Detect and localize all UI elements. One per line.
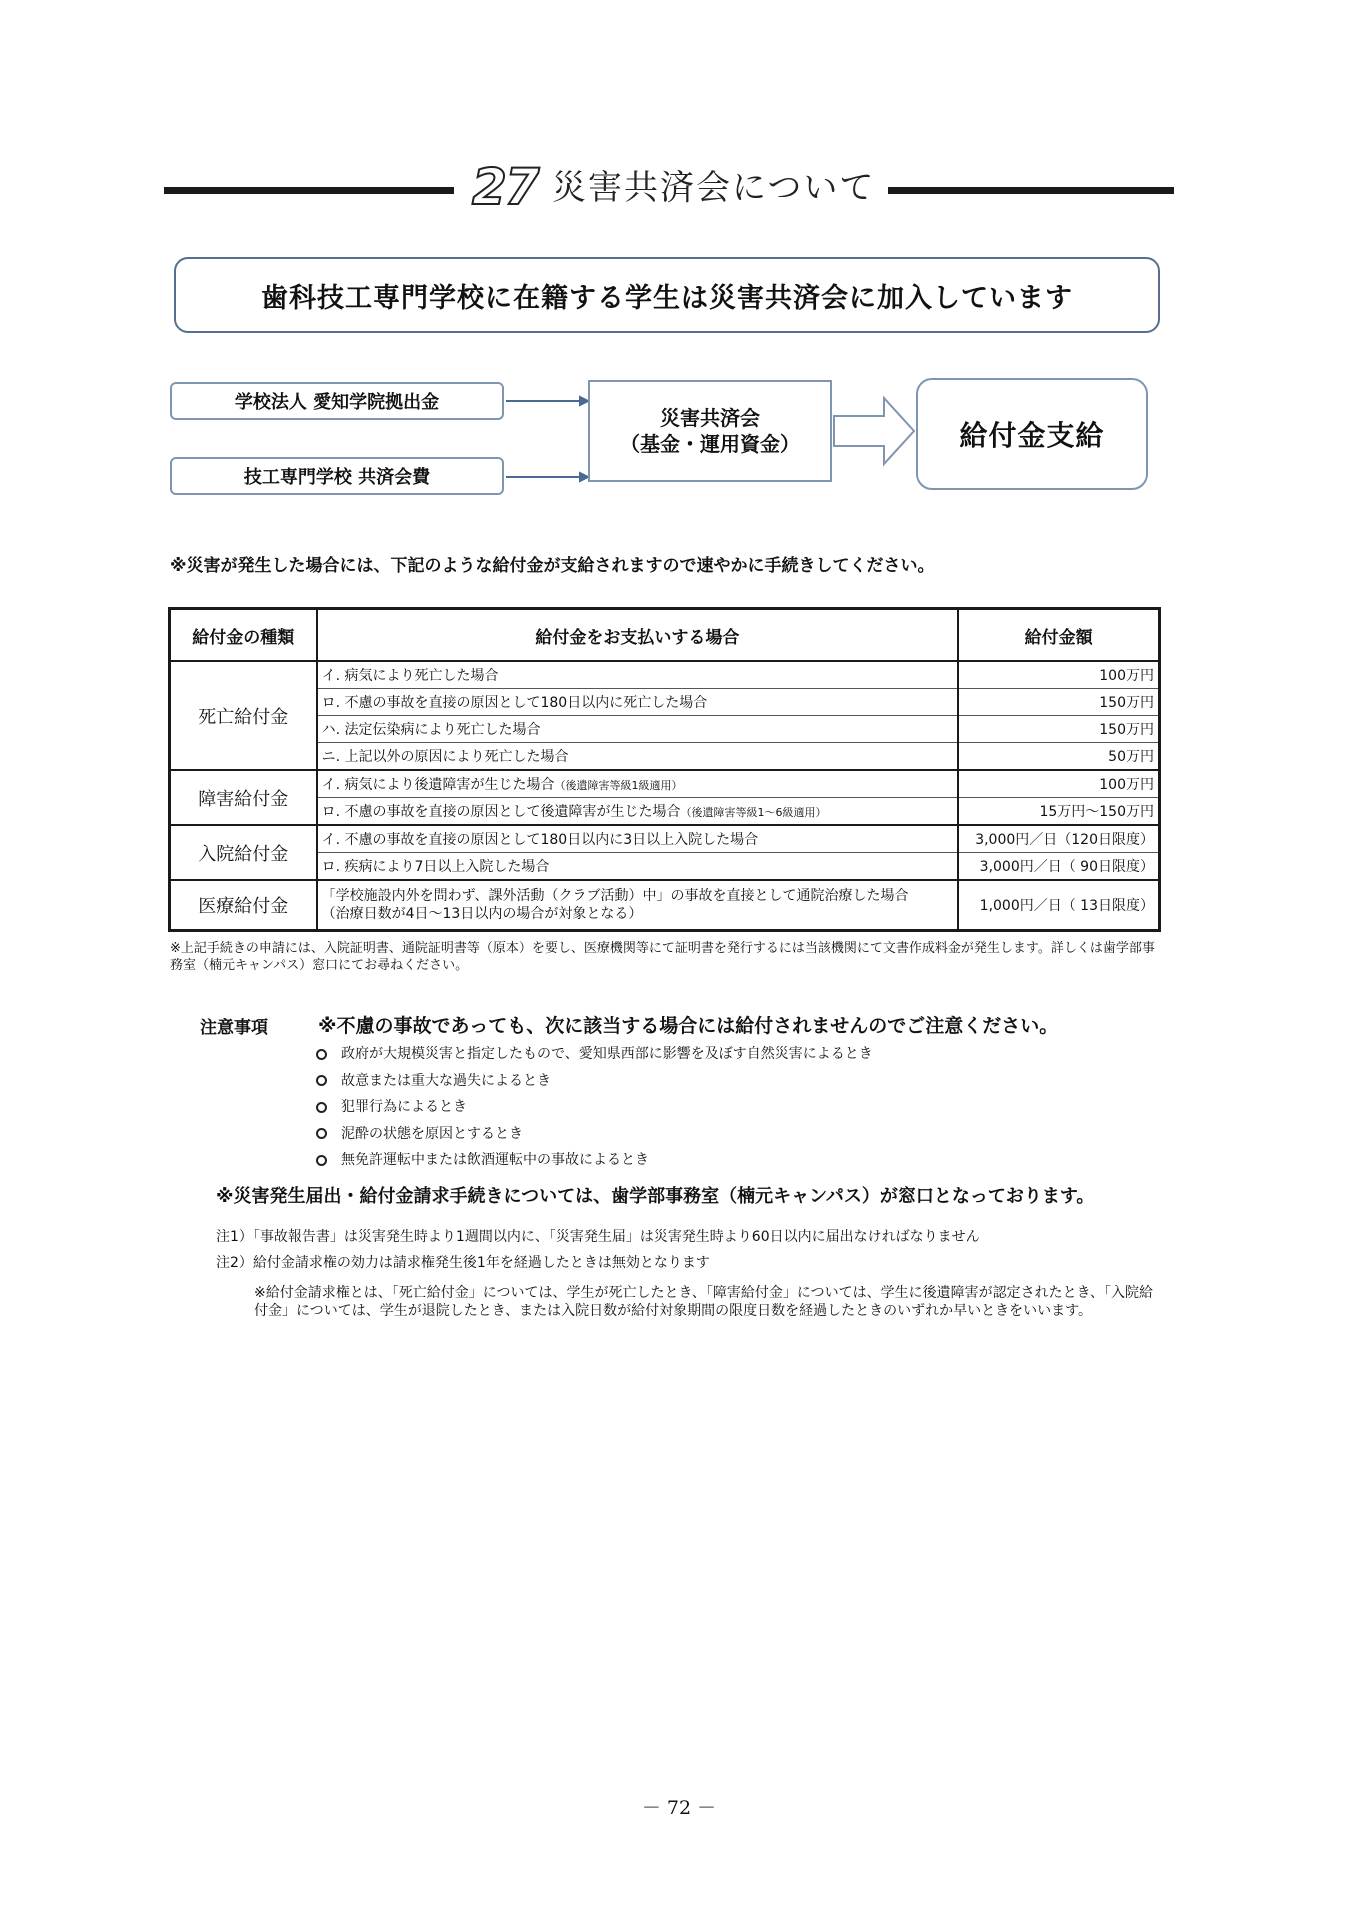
benefits-table: [168, 607, 1161, 932]
benefit-amount: 3,000円／日（120日限度）: [958, 825, 1159, 853]
claim-right-detail: ※給付金請求権とは、「死亡給付金」については、学生が死亡したとき、「障害給付金」については、学生に後遺障害が認定されたとき、「入院給付金」については、学生が退院したとき、または入院日数が給付対象期間の限度日数を経過したときのいずれか早いときをいいます。: [254, 1285, 1154, 1319]
section-number: 27: [472, 158, 538, 216]
table-header: 給付金の種類: [170, 609, 317, 662]
list-item: [316, 1041, 873, 1068]
benefit-condition: ロ. 不慮の事故を直接の原因として180日以内に死亡した場合: [317, 689, 959, 716]
condition-note: （後遺障害等級1～6級適用）: [680, 806, 827, 819]
circle-bullet-icon: [316, 1075, 327, 1086]
page-number: － 72 －: [641, 1797, 717, 1819]
source-box-school-corp: 学校法人 愛知学院拠出金: [170, 382, 504, 420]
table-row: [170, 853, 1160, 881]
caution-list: [316, 1041, 873, 1174]
list-item-text: 犯罪行為によるとき: [341, 1099, 467, 1116]
benefit-condition: ハ. 法定伝染病により死亡した場合: [317, 716, 959, 743]
membership-banner: 歯科技工専門学校に在籍する学生は災害共済会に加入しています: [174, 257, 1160, 333]
caution-heading: ※不慮の事故であっても、次に該当する場合には給付されませんのでご注意ください。: [318, 1015, 1059, 1037]
list-item-text: 泥酔の状態を原因とするとき: [341, 1125, 523, 1142]
list-item-text: 故意または重大な過失によるとき: [341, 1072, 551, 1089]
payout-box: 給付金支給: [916, 378, 1148, 490]
table-row: [170, 825, 1160, 853]
benefit-amount: 150万円: [958, 716, 1159, 743]
circle-bullet-icon: [316, 1049, 327, 1060]
table-row: [170, 743, 1160, 771]
condition-text: イ. 病気により後遺障害が生じた場合: [321, 777, 555, 793]
table-row: [170, 716, 1160, 743]
disaster-notice: ※災害が発生した場合には、下記のような給付金が支給されますので速やかに手続きしてください。: [170, 556, 935, 576]
benefit-amount: 50万円: [958, 743, 1159, 771]
note-1: 注1）「事故報告書」は災害発生時より1週間以内に、「災害発生届」は災害発生時より60日以内に届出なければなりません: [216, 1229, 980, 1245]
fund-box-line1: 災害共済会: [660, 406, 760, 430]
block-arrow-icon: [834, 398, 914, 464]
condition-note: （後遺障害等級1級適用）: [554, 779, 683, 792]
condition-text: 「学校施設内外を問わず、課外活動（クラブ活動）中」の事故を直接として通院治療した場合: [321, 888, 909, 904]
table-row: [170, 770, 1160, 798]
benefit-condition: イ. 不慮の事故を直接の原因として180日以内に3日以上入院した場合: [317, 825, 959, 853]
table-row: [170, 880, 1160, 931]
table-footnote: ※上記手続きの申請には、入院証明書、通院証明書等（原本）を要し、医療機関等にて証明書を発行するには当該機関にて文書作成料金が発生します。詳しくは歯学部事務室（楠元キャンパス）窓口にてお尋ねください。: [170, 941, 1155, 973]
caution-label: 注意事項: [200, 1018, 268, 1038]
benefit-amount: 150万円: [958, 689, 1159, 716]
circle-bullet-icon: [316, 1155, 327, 1166]
benefit-condition: [317, 880, 959, 931]
table-row: [170, 798, 1160, 826]
table-header: 給付金をお支払いする場合: [317, 609, 959, 662]
office-window-note: ※災害発生届出・給付金請求手続きについては、歯学部事務室（楠元キャンパス）が窓口となっております。: [216, 1186, 1095, 1207]
table-row: [170, 689, 1160, 716]
condition-text: ロ. 不慮の事故を直接の原因として後遺障害が生じた場合: [321, 804, 681, 820]
benefit-amount: 100万円: [958, 661, 1159, 689]
table-header-row: [170, 609, 1160, 662]
benefit-amount: 3,000円／日（ 90日限度）: [958, 853, 1159, 881]
benefit-condition: [317, 770, 959, 798]
benefit-amount: 15万円～150万円: [958, 798, 1159, 826]
circle-bullet-icon: [316, 1128, 327, 1139]
list-item: [316, 1068, 873, 1095]
circle-bullet-icon: [316, 1102, 327, 1113]
source-box-student-fee: 技工専門学校 共済会費: [170, 457, 504, 495]
list-item: [316, 1094, 873, 1121]
benefit-type: 障害給付金: [170, 770, 317, 825]
benefit-amount: 100万円: [958, 770, 1159, 798]
benefit-condition: ロ. 疾病により7日以上入院した場合: [317, 853, 959, 881]
list-item-text: 政府が大規模災害と指定したもので、愛知県西部に影響を及ぼす自然災害によるとき: [341, 1046, 873, 1063]
fund-box-line2: （基金・運用資金）: [620, 432, 800, 456]
page-title: 災害共済会について: [552, 168, 876, 208]
condition-text-2: （治療日数が4日～13日以内の場合が対象となる）: [321, 906, 643, 922]
benefit-type: 入院給付金: [170, 825, 317, 880]
benefit-amount: 1,000円／日（ 13日限度）: [958, 880, 1159, 931]
fund-box: [588, 380, 832, 482]
arrow-icon: [506, 397, 588, 481]
note-2: 注2）給付金請求権の効力は請求権発生後1年を経過したときは無効となります: [216, 1255, 710, 1271]
list-item-text: 無免許運転中または飲酒運転中の事故によるとき: [341, 1152, 649, 1169]
benefit-condition: [317, 798, 959, 826]
list-item: [316, 1121, 873, 1148]
benefit-condition: イ. 病気により死亡した場合: [317, 661, 959, 689]
table-header: 給付金額: [958, 609, 1159, 662]
table-row: [170, 661, 1160, 689]
list-item: [316, 1147, 873, 1174]
benefit-condition: ニ. 上記以外の原因により死亡した場合: [317, 743, 959, 771]
benefit-type: 医療給付金: [170, 880, 317, 931]
benefit-type: 死亡給付金: [170, 661, 317, 770]
